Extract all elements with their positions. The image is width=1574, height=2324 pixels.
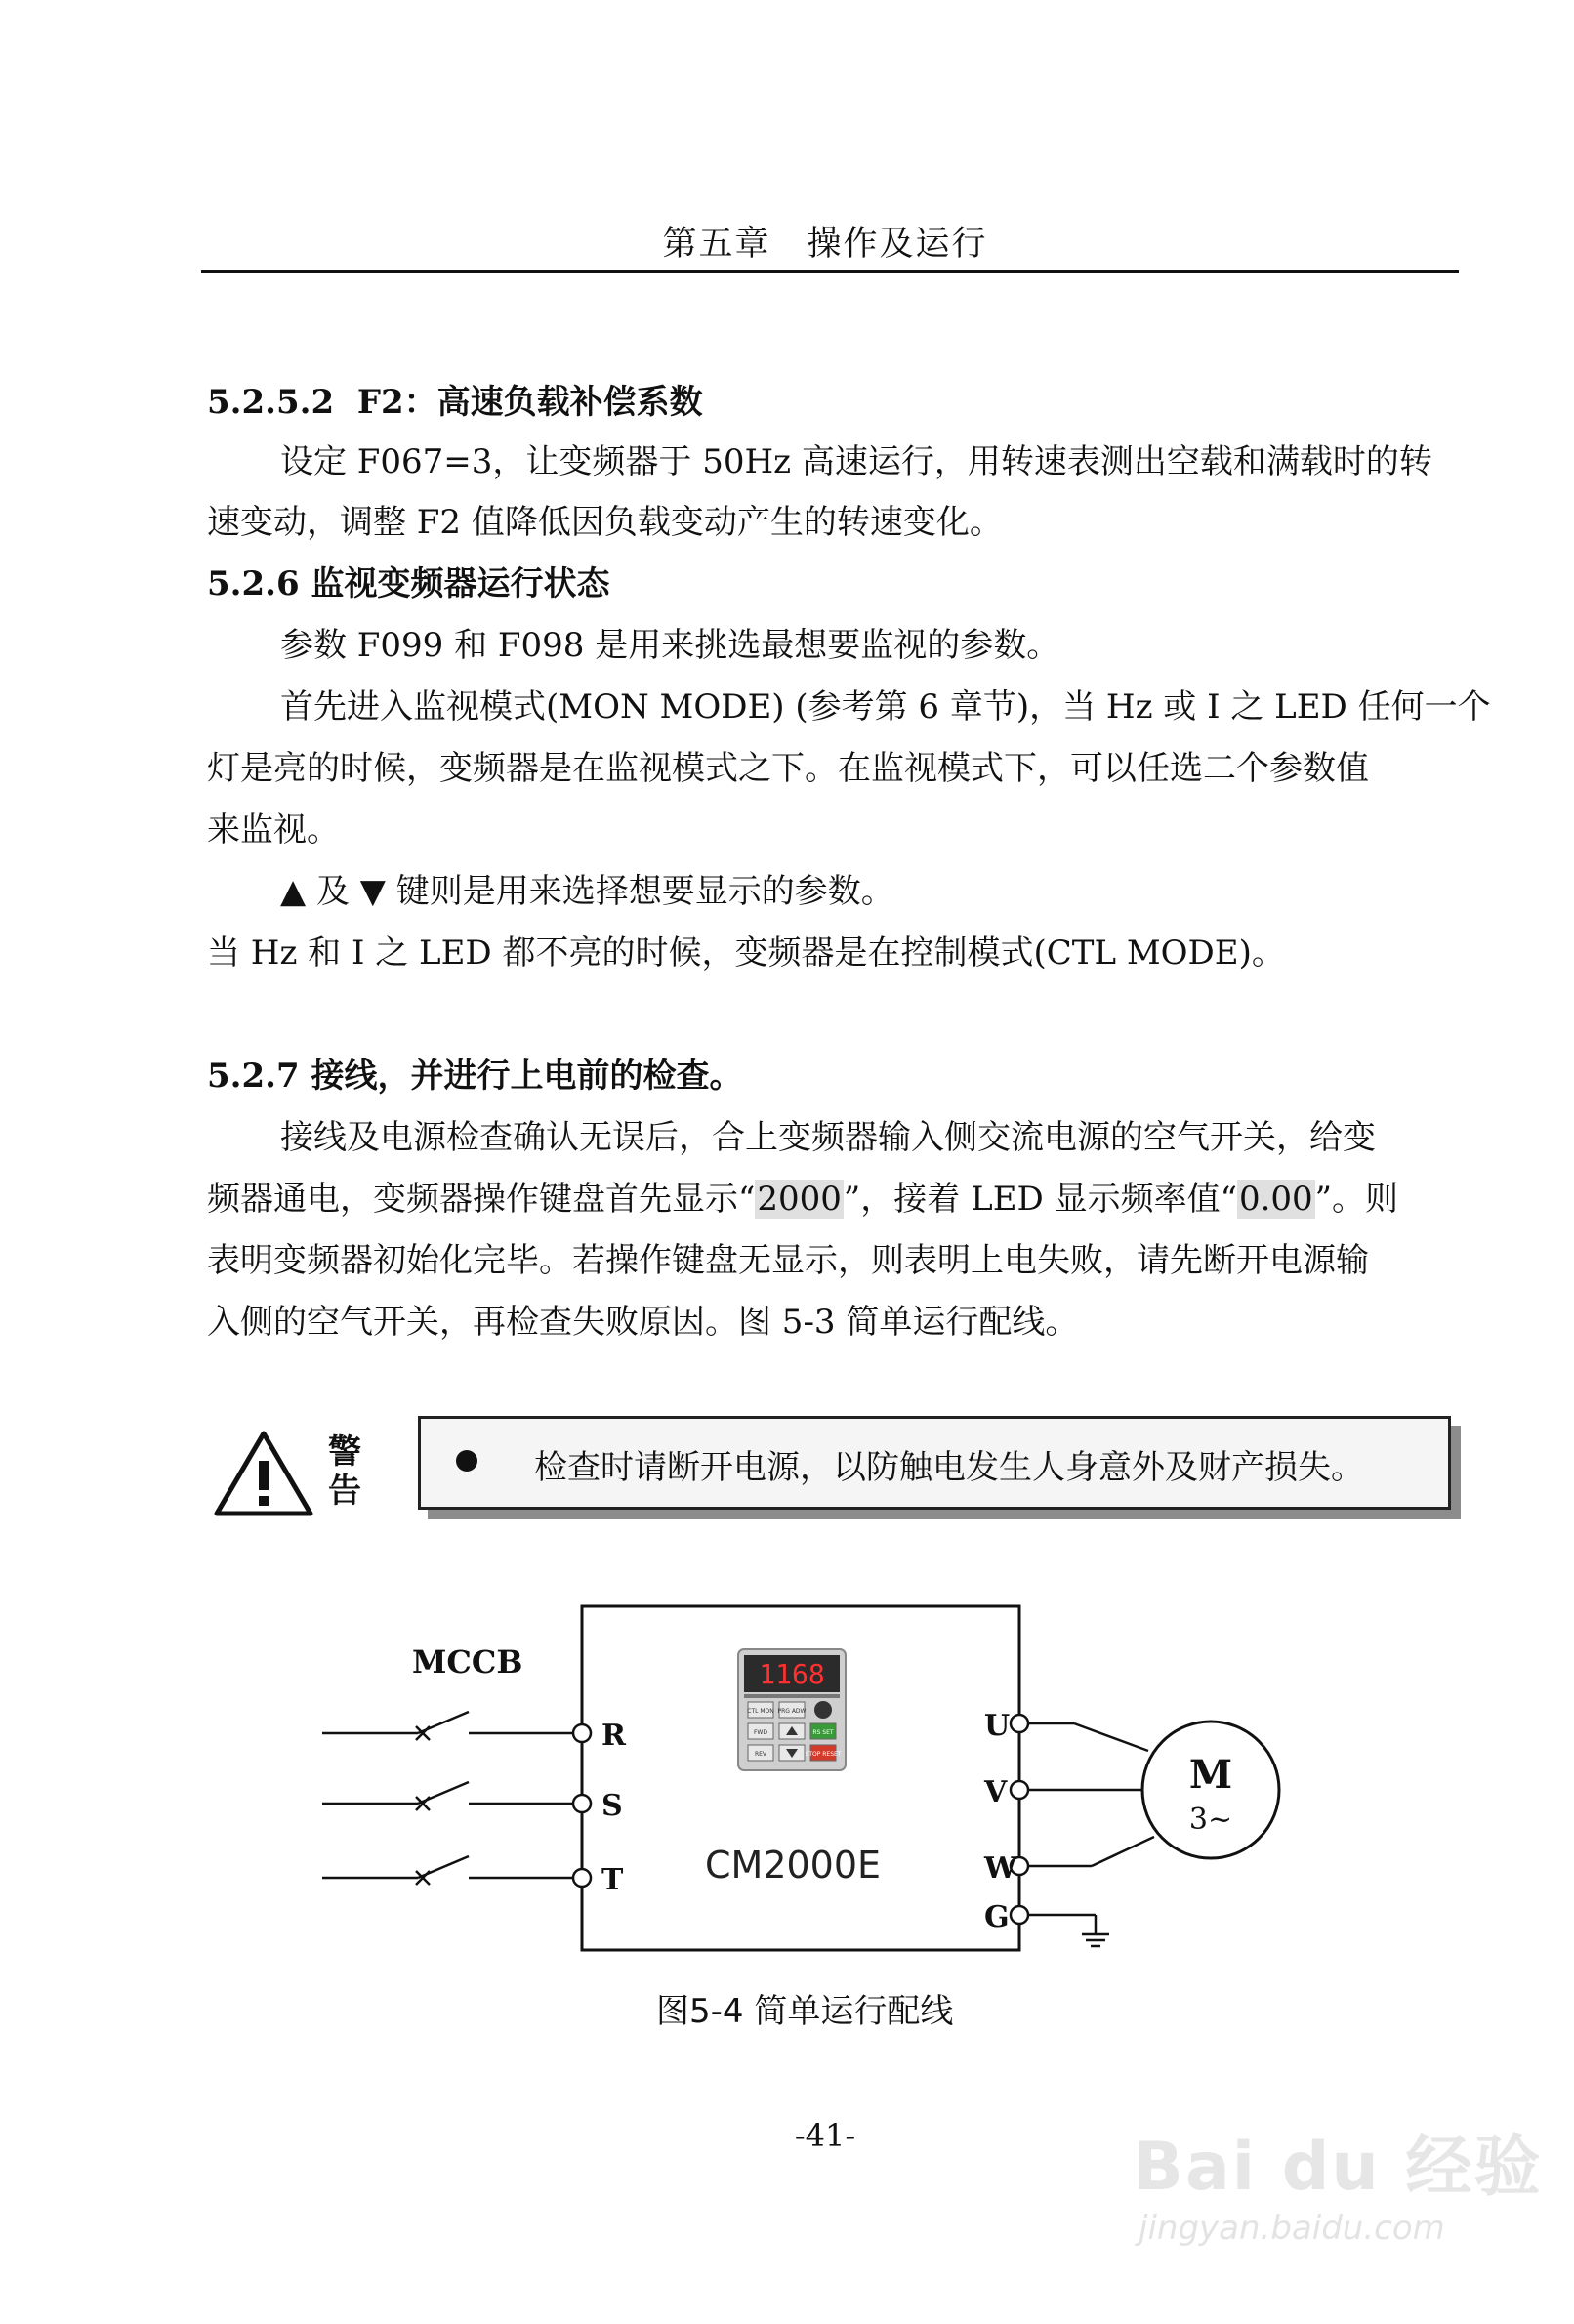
paragraph-line: 参数 F099 和 F098 是用来挑选最想要监视的参数。	[280, 626, 1060, 665]
paragraph-line: 速变动，调整 F2 值降低因负载变动产生的转速变化。	[207, 503, 1003, 542]
model-name: CM2000E	[705, 1844, 882, 1887]
terminal-s	[573, 1795, 591, 1812]
key-label: FWD	[753, 1729, 768, 1736]
mccb-label: MCCB	[412, 1643, 523, 1681]
section-5-2-6-heading: 5.2.6 监视变频器运行状态	[207, 564, 610, 603]
key-label: CTL MON	[747, 1708, 774, 1715]
terminal-label-w: W	[984, 1851, 1017, 1886]
watermark-logo: Bai du 经验	[1133, 2129, 1543, 2206]
paragraph-line: 表明变频器初始化完毕。若操作键盘无显示，则表明上电失败，请先断开电源输	[207, 1241, 1369, 1280]
warning-box	[418, 1416, 1451, 1510]
motor-phase: 3~	[1188, 1803, 1233, 1837]
terminal-v	[1011, 1781, 1028, 1799]
bullet-icon	[456, 1450, 477, 1472]
terminal-label-r: R	[601, 1719, 626, 1753]
input-lines	[322, 1712, 572, 1885]
text-run: ”，接着 LED 显示频率值“	[843, 1180, 1237, 1219]
key-label: STOP RESET	[805, 1751, 842, 1758]
terminal-u	[1011, 1715, 1028, 1732]
paragraph-line: 设定 F067=3，让变频器于 50Hz 高速运行，用转速表测出空载和满载时的转	[280, 442, 1432, 481]
terminal-label-v: V	[984, 1775, 1008, 1809]
wiring-diagram	[303, 1597, 1299, 1968]
terminal-g	[1011, 1906, 1028, 1924]
heading-number: 5.2.5.2	[207, 383, 335, 422]
page-number: -41-	[794, 2117, 856, 2154]
keypad	[738, 1649, 846, 1770]
terminal-label-s: S	[601, 1789, 623, 1823]
knob	[814, 1701, 832, 1719]
paragraph-line: 入侧的空气开关，再检查失败原因。图 5-3 简单运行配线。	[207, 1303, 1079, 1342]
warning-text: 检查时请断开电源，以防触电发生人身意外及财产损失。	[534, 1448, 1364, 1487]
output-lines	[1028, 1723, 1154, 1946]
paragraph-line: ▲ 及 ▼ 键则是用来选择想要显示的参数。	[280, 872, 894, 911]
heading-text: F2：高速负载补偿系数	[356, 383, 703, 422]
figure-caption: 图5-4 简单运行配线	[656, 1992, 954, 2031]
section-5-2-5-2-heading	[207, 383, 703, 422]
warning-label-1: 警	[328, 1432, 361, 1472]
terminal-label-u: U	[984, 1709, 1011, 1743]
key-label: PRG ADW	[777, 1708, 807, 1715]
paragraph-line: 来监视。	[207, 810, 340, 850]
warning-label-2: 告	[328, 1472, 361, 1511]
led-display-value: 1168	[759, 1658, 825, 1690]
paragraph-line: 当 Hz 和 I 之 LED 都不亮的时候，变频器是在控制模式(CTL MODE)。	[207, 934, 1285, 973]
section-5-2-7-heading: 5.2.7 接线，并进行上电前的检查。	[207, 1057, 743, 1096]
terminal-r	[573, 1724, 591, 1742]
terminal-t	[573, 1869, 591, 1887]
header-rule	[201, 270, 1459, 273]
display-value-2000: 2000	[757, 1180, 842, 1219]
terminal-label-g: G	[984, 1900, 1010, 1934]
display-value-0-00: 0.00	[1238, 1180, 1313, 1219]
text-run: 频器通电，变频器操作键盘首先显示“	[207, 1180, 756, 1219]
key-label: RS SET	[812, 1729, 834, 1736]
warning-triangle-icon	[213, 1428, 314, 1517]
paragraph-line: 接线及电源检查确认无误后，合上变频器输入侧交流电源的空气开关，给变	[280, 1118, 1376, 1157]
key-label: REV	[754, 1751, 767, 1758]
paragraph-line: 灯是亮的时候，变频器是在监视模式之下。在监视模式下，可以任选二个参数值	[207, 749, 1369, 788]
chapter-title: 第五章 操作及运行	[662, 225, 988, 264]
paragraph-line: 首先进入监视模式(MON MODE) (参考第 6 章节)，当 Hz 或 I 之 LED 任何一个	[280, 687, 1491, 726]
motor-letter: M	[1188, 1752, 1233, 1798]
watermark-url: jingyan.baidu.com	[1139, 2209, 1445, 2248]
terminal-label-t: T	[601, 1863, 624, 1897]
text-run: ”。则	[1314, 1180, 1399, 1219]
paragraph-line	[207, 1180, 1398, 1219]
